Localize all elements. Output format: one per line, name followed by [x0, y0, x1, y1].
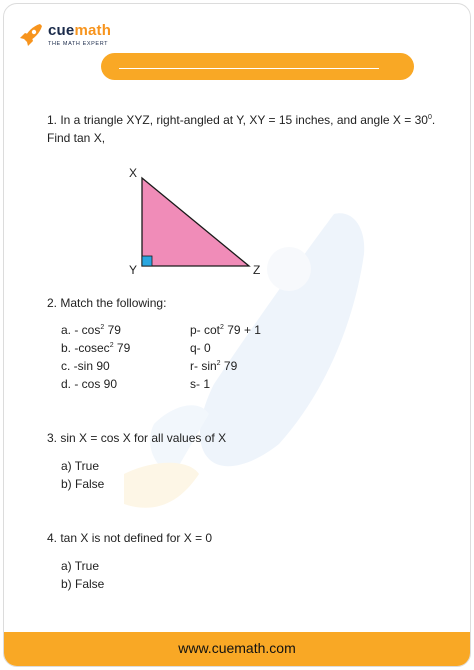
match-right-s: s- 1	[190, 377, 211, 391]
question-1-line2: Find tan X,	[47, 131, 106, 145]
triangle-xyz-diagram	[124, 164, 274, 284]
brand-tagline: THE MATH EXPERT	[48, 41, 109, 47]
question-4-option-a: a) True	[61, 559, 100, 573]
brand-name: cuemath	[48, 22, 112, 39]
footer-url: www.cuemath.com	[178, 640, 296, 656]
question-2: 2. Match the following:	[47, 296, 167, 310]
match-right-r: r- $\sin^2 79$	[190, 359, 238, 373]
student-name-bar	[101, 53, 414, 80]
match-left-c: c. -sin 90	[61, 359, 110, 373]
rocket-logo-icon	[18, 22, 44, 48]
vertex-label-y: Y	[129, 263, 138, 277]
vertex-label-x: X	[129, 166, 138, 180]
name-blank-line	[119, 68, 379, 69]
match-left-d: d. - cos 90	[61, 377, 118, 391]
question-4: 4. tan X is not defined for X = 0	[47, 531, 213, 545]
match-left-a: a. - $\cos^2 79$	[61, 323, 121, 337]
triangle-shape	[142, 178, 249, 266]
question-3-option-b: b) False	[61, 477, 105, 491]
worksheet-page	[3, 3, 471, 667]
match-right-p: p- $\cot^2 79 + 1$	[190, 323, 261, 337]
cuemath-logo	[18, 20, 128, 54]
question-3-option-a: a) True	[61, 459, 100, 473]
question-3: 3. sin X = cos X for all values of X	[47, 431, 227, 445]
match-right-q: q- 0	[190, 341, 211, 355]
vertex-label-z: Z	[253, 263, 261, 277]
question-4-option-b: b) False	[61, 577, 105, 591]
question-1: 1. In a triangle XYZ, right-angled at Y, XY = 15 inches, and angle $X = 30^0$.	[47, 113, 436, 127]
footer-bar	[4, 632, 470, 666]
match-left-b: b. -cosec$^2$ 79	[61, 341, 131, 355]
right-angle-marker	[142, 256, 152, 266]
